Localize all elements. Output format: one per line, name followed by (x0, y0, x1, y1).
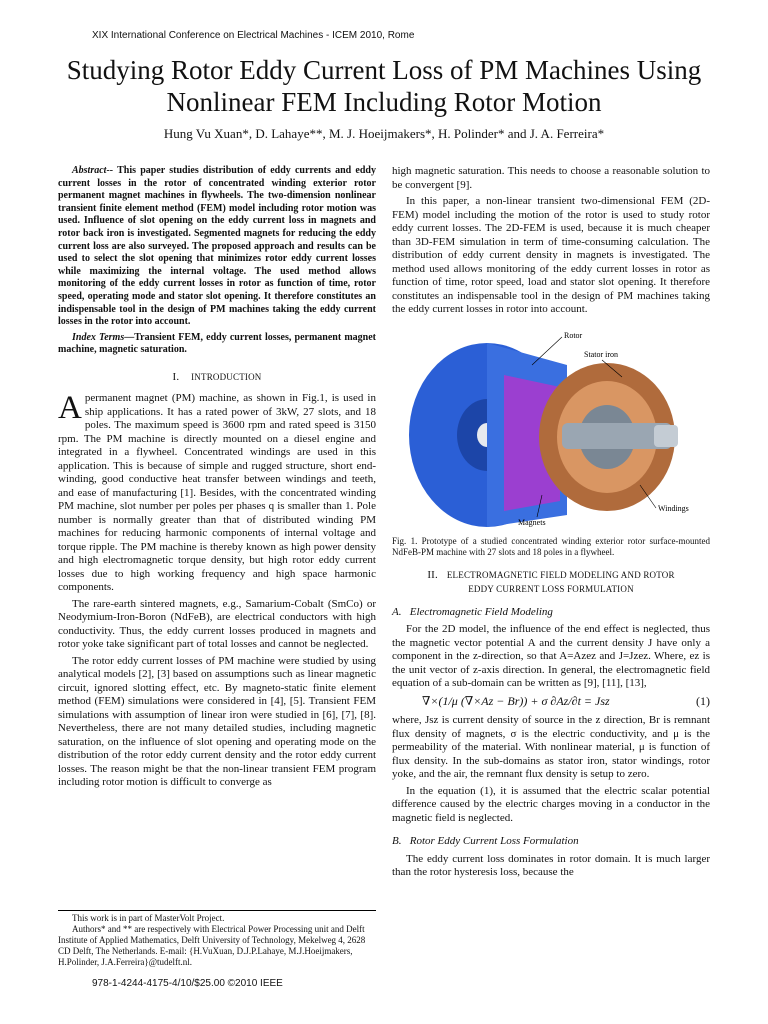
figure-1 (392, 325, 710, 530)
section-title-2-line1: ELECTROMAGNETIC FIELD MODELING AND ROTOR (446, 569, 675, 580)
section-numeral-2: II. (427, 568, 438, 581)
label-windings: Windings (658, 503, 689, 513)
label-stator-iron: Stator iron (584, 349, 618, 359)
drop-cap: A (58, 390, 82, 427)
intro-text-1: permanent magnet (PM) machine, as shown in Fig.1, is used in ship applications. It has a rated power of 3kW, 27 slots, and 18 poles. The maximum speed is 3600 rpm and rated speed is 3150 rpm. The PM machine is directly mounted on a diesel engine and integrated in a flywheel. Concentrated windings are used in this application. This is because of simple and rugged structure, short end-winding, good conductive heat transfer between windings and teeth, and ease of manufacturing [1]. Besides, with the concentrated winding PM machine, slot number per poles per phases q is smaller than 1. Pole number is normally greater than that of distributed winding PM machines for reducing harmonic components of internal voltage and torque ripple. The PM machine is thereby known as high power density and high electromagnetic torque density, but high rotor eddy current losses due to high working frequency and high space harmonic components. (58, 392, 376, 594)
subsection-a-paragraph-1: For the 2D model, the influence of the end effect is neglected, thus the magnetic vector potential A and the current density J have only a component in the z-direction, so that A=Azez and J=Jzez. Where, ez is the unit vector of z-axis direction. In general, the electromagnetic field equation of a sub-domain can be written as [9], [11], [13], (392, 623, 710, 689)
subsection-a-paragraph-2: where, Jsz is current density of source in the z direction, Br is remnant flux density of magnets, σ is the electric conductivity, and μ is the permeability of the material. With nonlinear material, μ is function of flux density. In the sub-domains as stator iron, stator windings, rotor yoke, and the air, the remnant flux density is setup to zero. (392, 714, 710, 780)
left-column (58, 165, 376, 793)
section-title: INTRODUCTION (191, 371, 262, 382)
subsection-a-title: Electromagnetic Field Modeling (409, 605, 553, 618)
subsection-b-label: B. (392, 835, 402, 847)
index-terms-label: Index Terms (72, 331, 125, 343)
abstract-text: This paper studies distribution of eddy currents and eddy current losses in the rotor of concentrated winding exterior rotor permanent magnet machines in flywheels. The two-dimension nonlinear transient finite element method (FEM) model including rotor motion was used. Influence of slot opening on the eddy current loss in magnets and rotor back iron is investigated. Segmented magnets for reducing the eddy current loss are also surveyed. The proposed approach and results can be used to select the slot opening that minimizes rotor eddy current losses while maximizing the internal voltage. The used method allows monitoring of the eddy current losses in rotor as function of time, rotor speed, operating mode and stator slot opening. It therefore constitutes an indispensable tool in the design of PM machines taking the eddy current losses in the rotor into account. (58, 165, 376, 328)
section-heading-introduction (58, 371, 376, 385)
author-list: Hung Vu Xuan*, D. Lahaye**, M. J. Hoeijmakers*, H. Polinder* and J. A. Ferreira* (163, 126, 605, 141)
right-column (392, 165, 710, 883)
section-title-2-line2: EDDY CURRENT LOSS FORMULATION (468, 583, 634, 594)
footnote (58, 910, 376, 968)
subsection-a-heading (392, 606, 710, 620)
abstract-label: Abstract-- (72, 165, 114, 176)
index-terms (58, 332, 376, 357)
right-paragraph-1: high magnetic saturation. This needs to choose a reasonable solution to be convergent [9]. (392, 165, 710, 191)
subsection-a-paragraph-3: In the equation (1), it is assumed that the electric scalar potential difference caused by the electric charges moving in a conductor in the magnetic field is neglected. (392, 784, 710, 824)
equation-number: (1) (696, 693, 710, 708)
footnote-line-2: Authors* and ** are respectively with Electrical Power Processing unit and Delft Institute of Applied Mathematics, Delft University of Technology, Mekelweg 4, 2628 CD Delft, The Netherlands. E-mail: {H.VuXuan, D.J.P.Lahaye, M.J.Hoeijmakers, H.Polinder, J.A.Ferreira}@tudelft.nl. (58, 924, 366, 967)
isbn-footer: 978-1-4244-4175-4/10/$25.00 ©2010 IEEE (92, 978, 283, 989)
intro-paragraph-2: The rare-earth sintered magnets, e.g., Samarium-Cobalt (SmCo) or Neodymium-Iron-Boron (NdFeB), are electrical conductors with high conductivity. Thus, the eddy current losses produced in magnets and rotor yoke take significant part of total losses and cannot be neglected. (58, 597, 376, 651)
intro-paragraph-3: The rotor eddy current losses of PM machine were studied by using analytical models [2], [3] based on assumptions such as linear magnetic circuit, ignored slotting effect, etc. By magneto-static finite element method (FEM) simulations were considered in [4], [5]. Transient FEM simulations with assumption of linear iron were studied in [6], [7], [8]. Nevertheless, there are not many detailed studies, including magnetic saturation, on the influence of slot opening and operating mode on the distribution of the rotor eddy current density and the rotor eddy current losses. The reason might be that the non-linear transient FEM program including rotor motion is difficult to converge as (58, 654, 376, 789)
subsection-a-label: A. (392, 605, 402, 618)
paper-title: Studying Rotor Eddy Current Loss of PM Machines Using Nonlinear FEM Including Rotor Motion (66, 55, 702, 117)
subsection-b-heading (392, 835, 710, 849)
equation-body: ∇×(1/μ (∇×Az − Br)) + σ ∂Az/∂t = Jsz (422, 693, 610, 708)
label-rotor: Rotor (564, 330, 583, 340)
subsection-b-title: Rotor Eddy Current Loss Formulation (409, 835, 579, 847)
label-magnets: Magnets (518, 517, 546, 527)
intro-paragraph-1 (58, 392, 376, 595)
footnote-line-1: This work is in part of MasterVolt Project. (72, 913, 225, 923)
section-numeral: I. (172, 370, 180, 383)
machine-illustration (392, 325, 710, 530)
abstract (58, 165, 376, 329)
subsection-b-paragraph-1: The eddy current loss dominates in rotor domain. It is much larger than the rotor hysteresis loss, because the (392, 852, 710, 878)
conference-header: XIX International Conference on Electrical Machines - ICEM 2010, Rome (92, 30, 415, 41)
equation-1 (392, 695, 710, 709)
section-heading-2 (392, 568, 710, 596)
right-paragraph-2: In this paper, a non-linear transient two-dimensional FEM (2D-FEM) model including the motion of the rotor is used to study rotor eddy current losses. The 2D-FEM is used, because it is much cheaper than 3D-FEM simulation in term of time-consuming calculation. The distribution of eddy current density in magnets is investigated. The method used allows monitoring of the eddy current losses in rotor as function of time, rotor speed, load and stator slot opening. It therefore constitutes an indispensable tool in the design of PM machines taking the eddy current losses in rotor into account. (392, 195, 710, 315)
index-terms-text: —Transient FEM, eddy current losses, permanent magnet machine, magnetic saturation. (58, 331, 376, 356)
shaft-end (654, 425, 678, 447)
figure-caption: Fig. 1. Prototype of a studied concentrated winding exterior rotor surface-mounted NdFeB-PM machine with 27 slots and 18 poles in a flywheel. (392, 535, 710, 557)
